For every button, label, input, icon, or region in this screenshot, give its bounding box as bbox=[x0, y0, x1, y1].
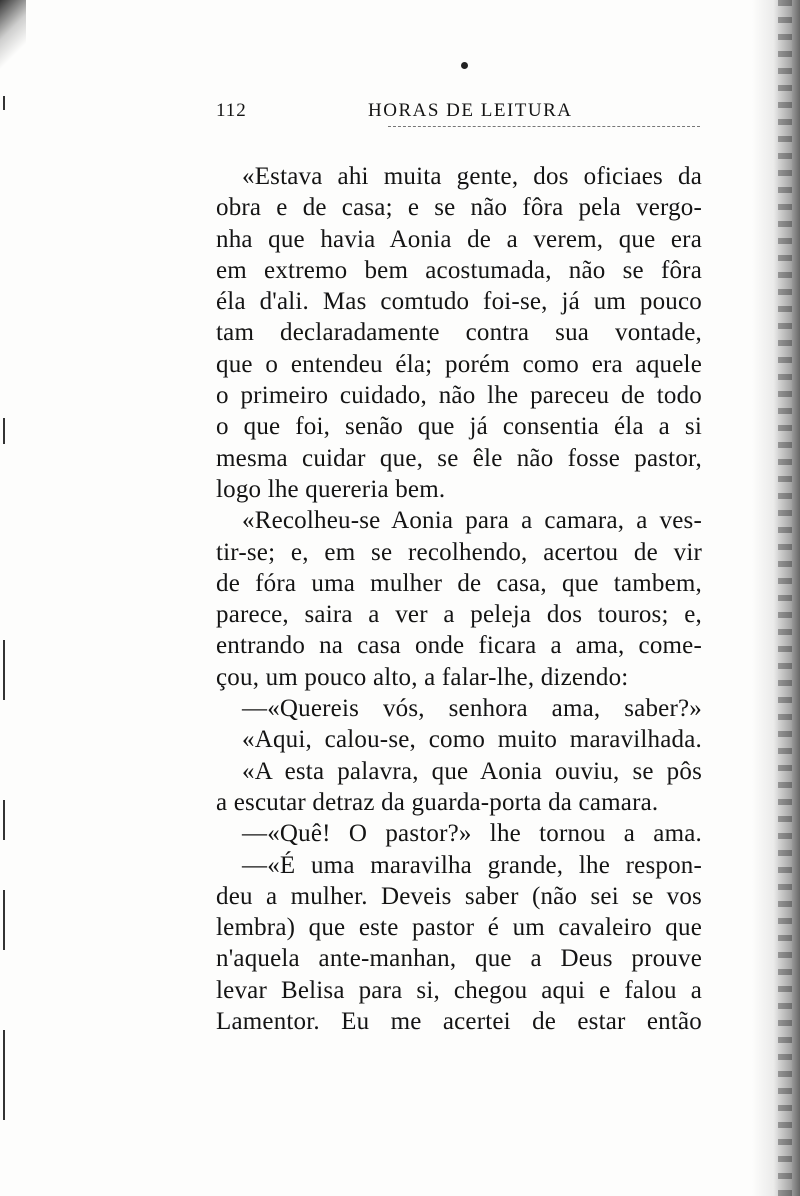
text-line: parece, saira a ver a peleja dos touros; e, bbox=[216, 601, 702, 629]
text-line: —«Quereis vós, senhora ama, saber?» bbox=[242, 695, 702, 723]
text-line: nha que havia Aonia de a verem, que era bbox=[216, 225, 702, 253]
text-line: tam declaradamente contra sua vontade, bbox=[216, 319, 702, 347]
text-line: deu a mulher. Deveis saber (não sei se vos bbox=[216, 882, 702, 910]
text-line: mesma cuidar que, se êle não fosse pastor, bbox=[216, 444, 702, 472]
text-line: em extremo bem acostumada, não se fôra bbox=[216, 256, 702, 284]
page-number: 112 bbox=[216, 100, 247, 121]
text-line: que o entendeu éla; porém como era aquele bbox=[216, 350, 702, 378]
ink-dot bbox=[461, 62, 468, 69]
text-line: «Recolheu-se Aonia para a camara, a ves- bbox=[242, 507, 702, 535]
body-text bbox=[216, 161, 702, 1037]
text-line: «A esta palavra, que Aonia ouviu, se pôs bbox=[242, 757, 702, 785]
text-line: Lamentor. Eu me acertei de estar então bbox=[216, 1008, 702, 1036]
scan-mark bbox=[3, 96, 5, 110]
text-line: logo lhe quereria bem. bbox=[216, 475, 446, 503]
running-head: HORAS DE LEITURA bbox=[368, 100, 573, 121]
text-line: levar Belisa para si, chegou aqui e falou a bbox=[216, 976, 702, 1004]
text-line: o primeiro cuidado, não lhe pareceu de todo bbox=[216, 382, 702, 410]
text-line: lembra) que este pastor é um cavaleiro que bbox=[216, 914, 702, 942]
scan-shadow-top-left bbox=[0, 0, 26, 90]
scan-mark bbox=[3, 418, 5, 444]
scan-streak-right bbox=[778, 0, 792, 1196]
text-line: —«É uma maravilha grande, lhe respon- bbox=[242, 851, 702, 879]
text-line: tir-se; e, em se recolhendo, acertou de vir bbox=[216, 538, 702, 566]
text-line: —«Quê! O pastor?» lhe tornou a ama. bbox=[242, 820, 702, 848]
text-line: n'aquela ante-manhan, que a Deus prouve bbox=[216, 945, 702, 973]
header-rule bbox=[388, 126, 700, 127]
text-line: «Estava ahi muita gente, dos oficiaes da bbox=[242, 163, 702, 190]
scan-shadow-right bbox=[752, 0, 800, 1196]
text-line: entrando na casa onde ficara a ama, come- bbox=[216, 632, 702, 660]
text-line: «Aqui, calou-se, como muito maravilhada. bbox=[242, 726, 702, 754]
scan-mark bbox=[3, 890, 5, 950]
text-line: de fóra uma mulher de casa, que tambem, bbox=[216, 569, 702, 597]
text-line: éla d'ali. Mas comtudo foi-se, já um pouco bbox=[216, 288, 702, 316]
text-line: o que foi, senão que já consentia éla a si bbox=[216, 413, 702, 441]
text-line: a escutar detraz da guarda-porta da camara. bbox=[216, 788, 659, 816]
scan-mark bbox=[3, 640, 5, 700]
text-line: obra e de casa; e se não fôra pela vergo- bbox=[216, 194, 702, 222]
scan-mark bbox=[3, 1030, 5, 1120]
text-line: çou, um pouco alto, a falar-lhe, dizendo: bbox=[216, 663, 629, 691]
scan-mark bbox=[3, 800, 5, 840]
